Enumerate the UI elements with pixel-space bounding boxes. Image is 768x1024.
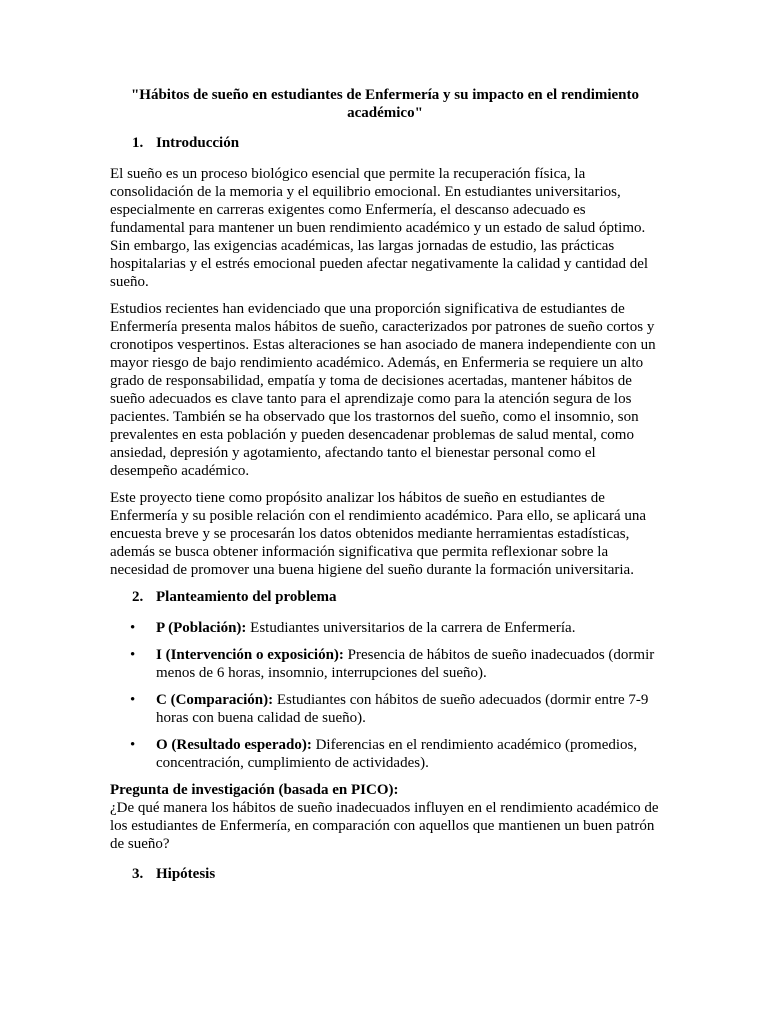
pico-text: Estudiantes universitarios de la carrera de Enfermería. — [246, 620, 576, 636]
section-number: 1. — [132, 135, 144, 151]
pico-term: I (Intervención o exposición): — [156, 647, 344, 663]
intro-paragraph: El sueño es un proceso biológico esencial que permite la recuperación física, la consolidación de la memoria y el equilibrio emocional. En estudiantes universitarios, especialmente en carreras exigentes como Enfermería, el descanso adecuado es fundamental para mantener un buen rendimiento académico y un estado de salud óptimo. Sin embargo, las exigencias académicas, las largas jornadas de estudio, las prácticas hospitalarias y el estrés emocional pueden afectar negativamente la calidad y cantidad del sueño. — [110, 166, 649, 290]
bullet-icon — [110, 619, 156, 637]
intro-paragraph: Este proyecto tiene como propósito analizar los hábitos de sueño en estudiantes de Enfermería y su posible relación con el rendimiento académico. Para ello, se aplicará una encuesta breve y se procesarán los datos obtenidos mediante herramientas estadísticas, además se busca obtener información significativa que permita reflexionar sobre la necesidad de promover una buena higiene del sueño durante la formación universitaria. — [110, 490, 647, 578]
section-number: 2. — [132, 589, 144, 605]
research-question-label: Pregunta de investigación (basada en PICO): — [110, 782, 399, 798]
section-title: Planteamiento del problema — [156, 589, 337, 605]
document-title: "Hábitos de sueño en estudiantes de Enfermería y su impacto en el rendimiento académico" — [130, 87, 640, 121]
pico-term: C (Comparación): — [156, 692, 274, 708]
bullet-icon — [110, 691, 156, 727]
pico-item-intervention — [110, 646, 660, 682]
section-heading-problem — [110, 588, 660, 606]
section-title: Introducción — [156, 135, 240, 151]
pico-list — [110, 619, 660, 772]
pico-term: P (Población): — [156, 620, 247, 636]
pico-item-outcome — [110, 736, 660, 772]
bullet-icon — [110, 736, 156, 772]
section-title: Hipótesis — [156, 866, 216, 882]
section-heading-hypothesis — [110, 865, 660, 883]
pico-text: Estudiantes con hábitos de sueño adecuados (dormir entre 7-9 horas con buena calidad de sueño). — [156, 692, 649, 726]
pico-item-comparison — [110, 691, 660, 727]
pico-text: Presencia de hábitos de sueño inadecuados (dormir menos de 6 horas, insomnio, interrupciones del sueño). — [156, 647, 655, 681]
bullet-icon — [110, 646, 156, 682]
pico-term: O (Resultado esperado): — [156, 737, 312, 753]
research-question — [110, 781, 660, 853]
pico-text: Diferencias en el rendimiento académico (promedios, concentración, cumplimiento de actividades). — [156, 737, 638, 771]
section-heading-introduction — [110, 134, 660, 152]
research-question-text: ¿De qué manera los hábitos de sueño inadecuados influyen en el rendimiento académico de los estudiantes de Enfermería, en comparación con aquellos que mantienen un buen patrón de sueño? — [110, 800, 659, 852]
section-number: 3. — [132, 866, 144, 882]
pico-item-population — [110, 619, 660, 637]
intro-paragraph: Estudios recientes han evidenciado que una proporción significativa de estudiantes de Enfermería presenta malos hábitos de sueño, caracterizados por patrones de sueño cortos y cronotipos vespertinos. Estas alteraciones se han asociado de manera independiente con un mayor riesgo de bajo rendimiento académico. Además, en Enfermeria se requiere un alto grado de responsabilidad, empatía y toma de decisiones acertadas, mantener hábitos de sueño adecuados es clave tanto para el aprendizaje como para la atención segura de los pacientes. También se ha observado que los trastornos del sueño, como el insomnio, son prevalentes en esta población y pueden desencadenar problemas de salud mental, como ansiedad, depresión y agotamiento, afectando tanto el bienestar personal como el desempeño académico. — [110, 301, 656, 479]
document-page — [110, 86, 660, 896]
